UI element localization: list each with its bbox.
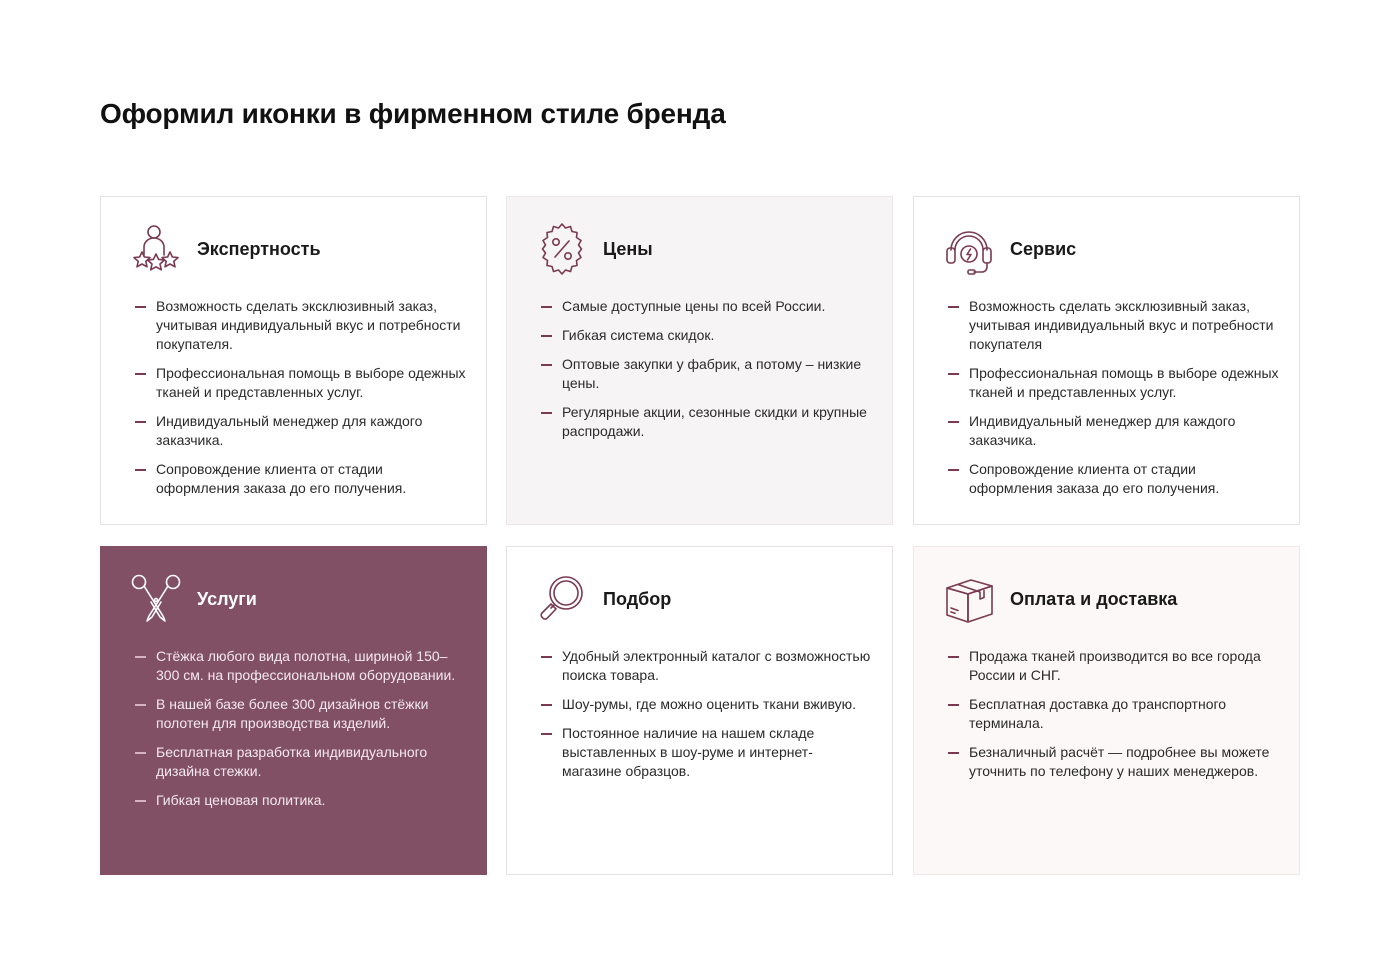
dash-bullet (135, 704, 146, 706)
card-list (948, 647, 1279, 791)
box-icon (942, 572, 996, 626)
list-item (948, 647, 1279, 685)
dash-bullet (135, 373, 146, 375)
card-header (942, 571, 1177, 627)
card-list (541, 647, 872, 791)
list-item-text: Возможность сделать эксклюзивный заказ, учитывая индивидуальный вкус и потребности покупателя (969, 298, 1274, 352)
list-item (948, 695, 1279, 733)
card-payment-delivery (913, 546, 1300, 875)
dash-bullet (541, 656, 552, 658)
card-header (535, 571, 671, 627)
scissors-icon (129, 572, 183, 626)
percent-badge-icon (535, 222, 589, 276)
list-item-text: Удобный электронный каталог с возможностью поиска товара. (562, 648, 871, 683)
card-header (535, 221, 653, 277)
card-title: Сервис (1010, 238, 1077, 259)
list-item-text: Профессиональная помощь в выборе одежных тканей и представленных услуг. (156, 365, 466, 400)
dash-bullet (948, 306, 959, 308)
expert-stars-icon (129, 222, 183, 276)
list-item (948, 460, 1279, 498)
card-title: Оплата и доставка (1010, 588, 1178, 609)
list-item-text: Сопровождение клиента от стадии оформления заказа до его получения. (156, 461, 407, 496)
dash-bullet (135, 656, 146, 658)
dash-bullet (135, 752, 146, 754)
list-item-text: Продажа тканей производится во все города России и СНГ. (969, 648, 1261, 683)
list-item-text: Постоянное наличие на нашем складе выставленных в шоу-руме и интернет-магазине образцов. (562, 725, 815, 779)
page-title: Оформил иконки в фирменном стиле бренда (100, 98, 726, 129)
list-item-text: Индивидуальный менеджер для каждого заказчика. (969, 413, 1236, 448)
list-item-text: Безналичный расчёт — подробнее вы можете уточнить по телефону у наших менеджеров. (969, 744, 1270, 779)
card-list (135, 297, 466, 508)
list-item-text: Профессиональная помощь в выборе одежных тканей и представленных услуг. (969, 365, 1279, 400)
dash-bullet (135, 421, 146, 423)
list-item-text: Гибкая ценовая политика. (156, 792, 326, 808)
dash-bullet (948, 469, 959, 471)
dash-bullet (541, 412, 552, 414)
dash-bullet (948, 373, 959, 375)
dash-bullet (541, 733, 552, 735)
card-header (942, 221, 1076, 277)
list-item (541, 695, 872, 714)
card-selection (506, 546, 893, 875)
list-item (135, 791, 466, 810)
list-item (135, 364, 466, 402)
magnifier-icon (535, 572, 589, 626)
list-item (135, 647, 466, 685)
list-item (135, 412, 466, 450)
dash-bullet (948, 421, 959, 423)
card-services (100, 546, 487, 875)
card-header (129, 571, 257, 627)
list-item (541, 403, 872, 441)
list-item-text: Оптовые закупки у фабрик, а потому – низкие цены. (562, 356, 862, 391)
list-item-text: В нашей базе более 300 дизайнов стёжки полотен для производства изделий. (156, 696, 429, 731)
list-item-text: Возможность сделать эксклюзивный заказ, учитывая индивидуальный вкус и потребности покупателя. (156, 298, 461, 352)
card-expertise (100, 196, 487, 525)
card-list (541, 297, 872, 451)
card-list (948, 297, 1279, 508)
card-list (135, 647, 466, 820)
list-item-text: Самые доступные цены по всей России. (562, 298, 826, 314)
list-item-text: Регулярные акции, сезонные скидки и крупные распродажи. (562, 404, 867, 439)
headset-icon (942, 222, 996, 276)
dash-bullet (541, 704, 552, 706)
card-prices (506, 196, 893, 525)
card-header (129, 221, 321, 277)
list-item (135, 460, 466, 498)
dash-bullet (541, 335, 552, 337)
card-title: Подбор (603, 588, 672, 609)
list-item (135, 695, 466, 733)
card-title: Услуги (197, 588, 257, 609)
card-title: Экспертность (197, 238, 321, 259)
dash-bullet (948, 704, 959, 706)
list-item-text: Бесплатная доставка до транспортного терминала. (969, 696, 1227, 731)
list-item (135, 297, 466, 354)
list-item (948, 412, 1279, 450)
list-item (541, 297, 872, 316)
list-item (541, 647, 872, 685)
list-item-text: Шоу-румы, где можно оценить ткани вживую. (562, 696, 857, 712)
dash-bullet (948, 752, 959, 754)
list-item-text: Сопровождение клиента от стадии оформления заказа до его получения. (969, 461, 1220, 496)
list-item (135, 743, 466, 781)
list-item-text: Стёжка любого вида полотна, шириной 150–300 см. на профессиональном оборудовании. (156, 648, 456, 683)
list-item (948, 297, 1279, 354)
list-item (948, 743, 1279, 781)
card-service (913, 196, 1300, 525)
dash-bullet (135, 469, 146, 471)
list-item-text: Гибкая система скидок. (562, 327, 715, 343)
list-item (948, 364, 1279, 402)
dash-bullet (135, 306, 146, 308)
list-item (541, 326, 872, 345)
dash-bullet (948, 656, 959, 658)
dash-bullet (541, 306, 552, 308)
list-item-text: Бесплатная разработка индивидуального дизайна стежки. (156, 744, 428, 779)
list-item (541, 355, 872, 393)
card-title: Цены (603, 238, 653, 259)
list-item (541, 724, 872, 781)
dash-bullet (541, 364, 552, 366)
list-item-text: Индивидуальный менеджер для каждого заказчика. (156, 413, 423, 448)
dash-bullet (135, 800, 146, 802)
